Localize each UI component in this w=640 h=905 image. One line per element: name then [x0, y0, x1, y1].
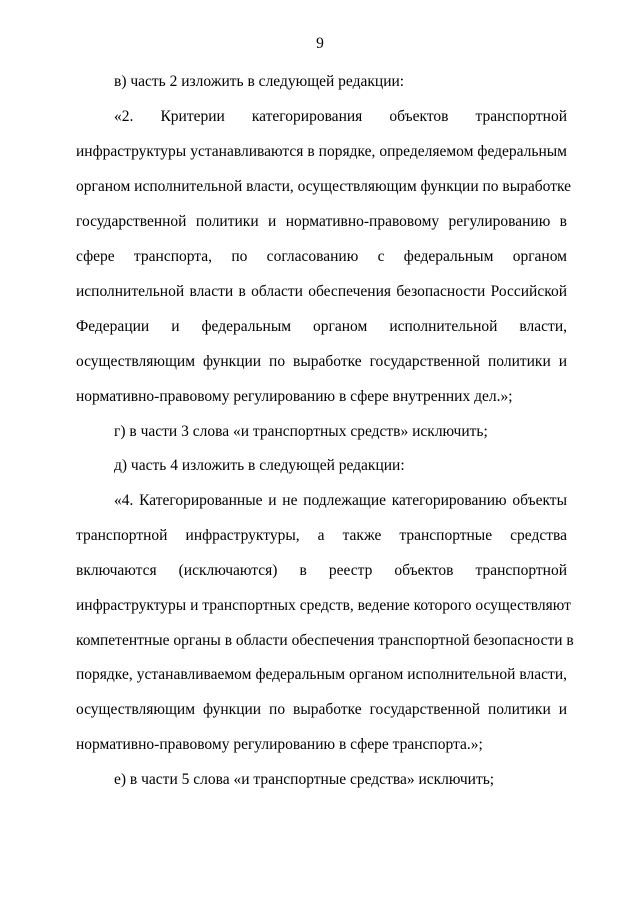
- text-line: «2. Критерии категорирования объектов транспортной: [114, 108, 567, 125]
- text-line: органом исполнительной власти, осуществляющим функции по выработке: [76, 178, 572, 195]
- text-line: е) в части 5 слова «и транспортные средства» исключить;: [114, 771, 495, 788]
- text-line: д) часть 4 изложить в следующей редакции:: [114, 457, 405, 474]
- text-line: нормативно-правовому регулированию в сфере транспорта.»;: [76, 736, 483, 753]
- text-line: г) в части 3 слова «и транспортных средств» исключить;: [114, 423, 488, 440]
- text-line: нормативно-правовому регулированию в сфере внутренних дел.»;: [76, 388, 513, 405]
- text-line: включаются (исключаются) в реестр объектов транспортной: [76, 562, 567, 579]
- text-line: Федерации и федеральным органом исполнительной власти,: [76, 318, 567, 335]
- text-line: компетентные органы в области обеспечения транспортной безопасности в: [76, 632, 574, 649]
- text-line: осуществляющим функции по выработке государственной политики и: [76, 353, 567, 370]
- text-line: осуществляющим функции по выработке государственной политики и: [76, 701, 567, 718]
- text-line: исполнительной власти в области обеспечения безопасности Российской: [76, 283, 567, 300]
- text-line: сфере транспорта, по согласованию с федеральным органом: [76, 248, 567, 265]
- text-line: транспортной инфраструктуры, а также транспортные средства: [76, 527, 567, 544]
- text-line: порядке, устанавливаемом федеральным органом исполнительной власти,: [76, 666, 567, 683]
- page-number: 9: [316, 35, 324, 52]
- text-line: инфраструктуры устанавливаются в порядке, определяемом федеральным: [76, 143, 567, 160]
- text-line: «4. Категорированные и не подлежащие категорированию объекты: [114, 492, 567, 509]
- text-line: в) часть 2 изложить в следующей редакции:: [114, 73, 405, 90]
- text-line: государственной политики и нормативно-правовому регулированию в: [76, 213, 567, 230]
- text-line: инфраструктуры и транспортных средств, ведение которого осуществляют: [76, 597, 571, 614]
